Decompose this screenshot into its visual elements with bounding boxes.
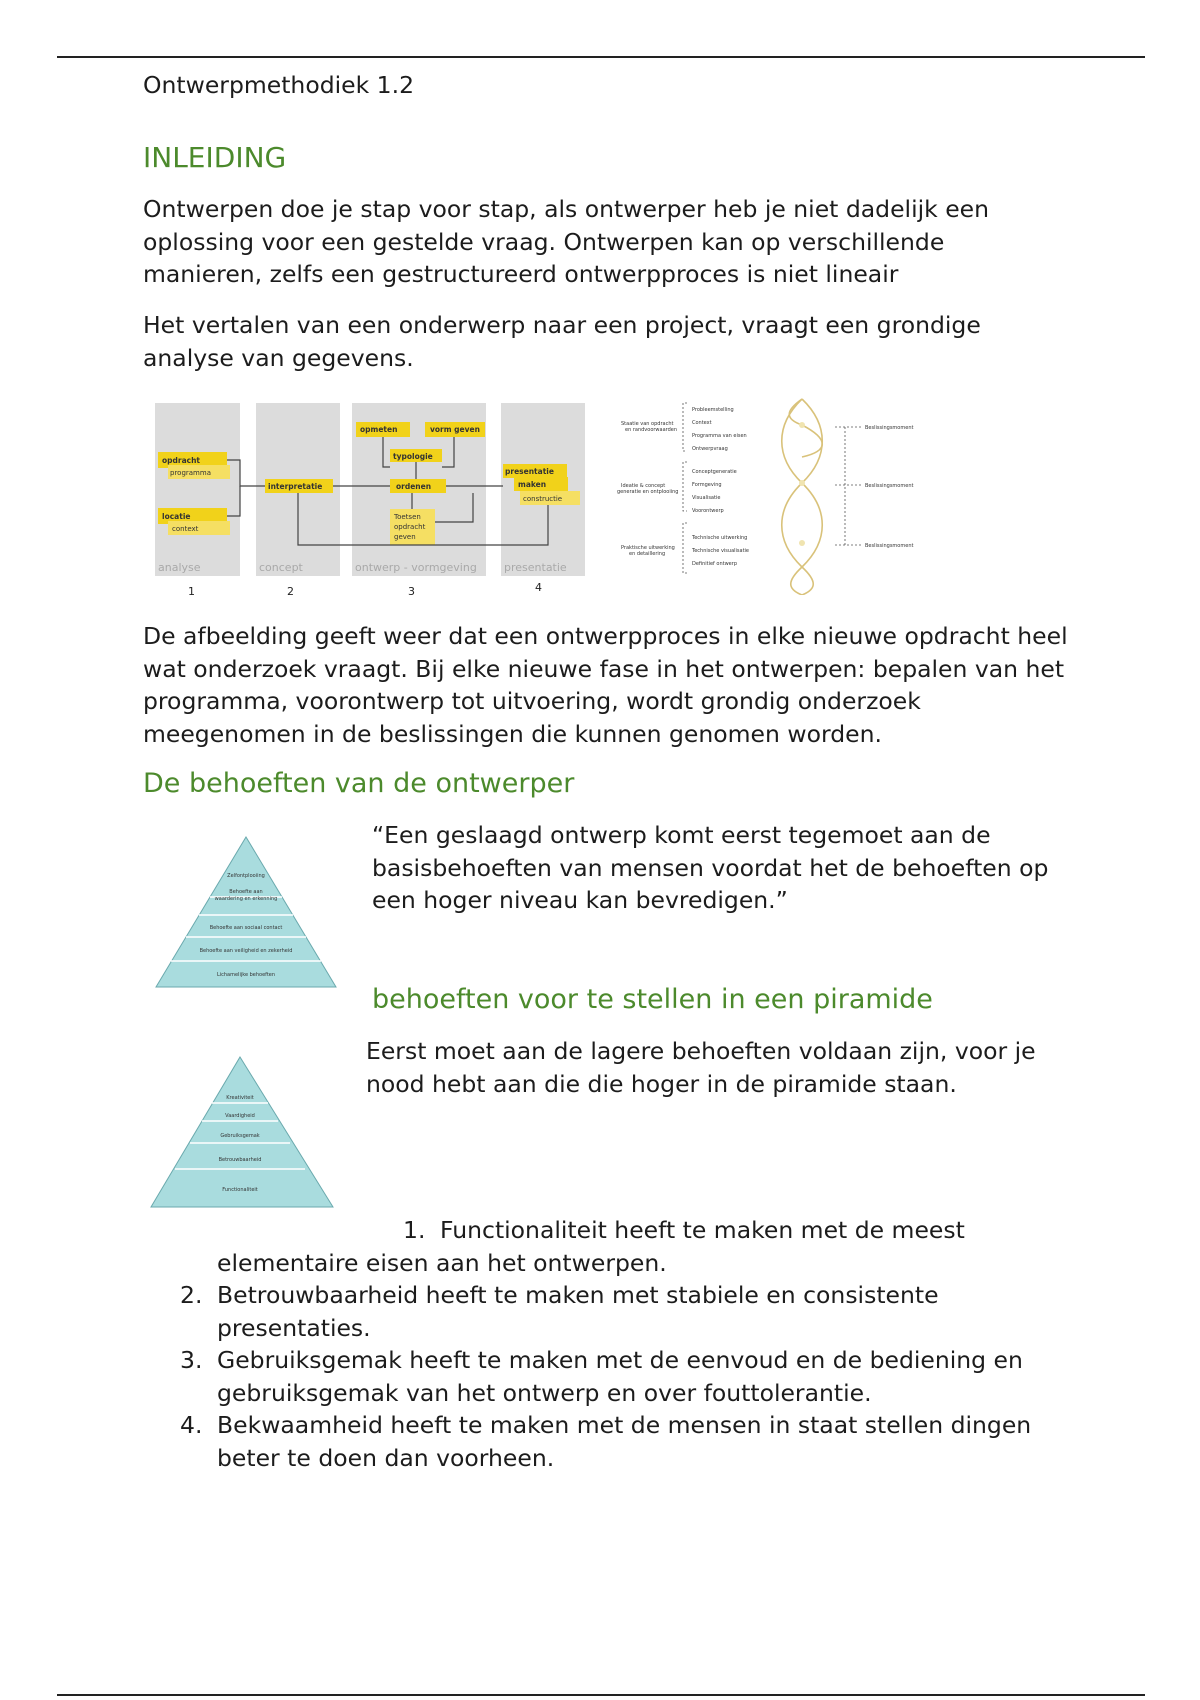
list-item-number: 2.	[180, 1281, 203, 1309]
pyramid-level-label: Behoefte aan sociaal contact	[209, 925, 283, 931]
needs-list	[0, 1214, 1075, 1474]
pyramid-level-label: Zelfontplooiing	[227, 873, 265, 879]
box-toetsen-line1: Toetsen	[394, 513, 421, 521]
pyramid-level-label: Betrouwbaarheid	[218, 1157, 262, 1163]
box-presentatie: presentatie	[505, 467, 554, 476]
phase-label: ontwerp - vormgeving	[355, 561, 477, 574]
list-item-text: Betrouwbaarheid heeft te maken met stabiele en consistente presentaties.	[217, 1281, 939, 1342]
list-item-number: 3.	[180, 1346, 203, 1374]
list-item	[0, 1344, 1075, 1409]
phase-number: 2	[287, 585, 294, 598]
phase-number: 3	[408, 585, 415, 598]
phase-label: presentatie	[504, 561, 567, 574]
spiral-left-label: Ideatie & concept	[621, 483, 666, 489]
document-title: Ontwerpmethodiek 1.2	[143, 71, 415, 99]
needs-pyramid	[153, 835, 339, 990]
pyramid-level-label: Behoefte aan veiligheid en zekerheid	[199, 948, 293, 954]
box-ordenen: ordenen	[396, 482, 432, 491]
box-toetsen-line2: opdracht	[394, 523, 426, 531]
quote-text: “Een geslaagd ontwerp komt eerst tegemoet aan de basisbehoeften van mensen voordat het de behoeften op een hoger niveau kan bevredigen.”	[372, 821, 1049, 914]
box-context: context	[172, 525, 199, 533]
pyramid-level-label: Lichamelijke behoeften	[216, 972, 276, 978]
list-item-text: Gebruiksgemak heeft te maken met de eenvoud en de bediening en gebruiksgemak van het ontwerp en over fouttolerantie.	[217, 1346, 1023, 1407]
box-constructie: constructie	[523, 495, 563, 503]
bottom-rule	[57, 1694, 1145, 1696]
phase-number: 4	[535, 581, 542, 594]
spiral-middle-label: Ontwerpvraag	[692, 446, 728, 452]
body-paragraph: De afbeelding geeft weer dat een ontwerpproces in elke nieuwe opdracht heel wat onderzoek vraagt. Bij elke nieuwe fase in het ontwerpen: bepalen van het programma, voorontwerp tot uitvoering, wordt grondig onderzoek meegenomen in de beslissingen die kunnen genomen worden.	[143, 622, 1068, 748]
box-toetsen-line3: geven	[394, 533, 416, 541]
spiral-middle-label: Context	[692, 420, 712, 426]
list-item-text-continued: elementaire eisen aan het ontwerpen.	[217, 1248, 667, 1277]
spiral-right-label: Beslissingsmoment	[865, 425, 914, 431]
design-needs-pyramid	[150, 1055, 336, 1210]
pyramid-paragraph: Eerst moet aan de lagere behoeften voldaan zijn, voor je nood hebt aan die die hoger in de piramide staan.	[366, 1037, 1036, 1098]
spiral-right-label: Beslissingsmoment	[865, 483, 914, 489]
intro-heading: INLEIDING	[143, 141, 287, 174]
phase-label: concept	[259, 561, 303, 574]
box-vorm-geven: vorm geven	[430, 425, 480, 434]
phase-label: analyse	[158, 561, 201, 574]
pyramid-level-label: Functionaliteit	[222, 1187, 258, 1193]
spiral-middle-label: Visualisatie	[692, 495, 721, 501]
list-item-text: Functionaliteit heeft te maken met de meest	[440, 1216, 965, 1244]
spiral-middle-label: Programma van eisen	[692, 433, 747, 439]
pyramid-level-label: Behoefte aan	[229, 889, 263, 895]
box-opmeten: opmeten	[360, 425, 398, 434]
needs-heading: De behoeften van de ontwerper	[143, 768, 575, 799]
spiral-middle-label: Conceptgeneratie	[692, 469, 737, 475]
list-item	[0, 1279, 1075, 1344]
pyramid-level-label: Gebruiksgemak	[220, 1133, 260, 1139]
spiral-right-label: Beslissingsmoment	[865, 543, 914, 549]
box-opdracht: opdracht	[162, 456, 201, 465]
pyramid-level-label: waardering en erkenning	[214, 896, 278, 902]
box-maken: maken	[518, 480, 547, 489]
list-item-text: Bekwaamheid heeft te maken met de mensen in staat stellen dingen beter te doen dan voorheen.	[217, 1411, 1032, 1472]
pyramid-level-label: Kreativiteit	[226, 1095, 254, 1101]
spiral-middle-label: Voorontwerp	[692, 508, 724, 514]
list-item-number: 1.	[403, 1216, 426, 1244]
intro-paragraph-1: Ontwerpen doe je stap voor stap, als ontwerper heb je niet dadelijk een oplossing voor een gestelde vraag. Ontwerpen kan op verschillende manieren, zelfs een gestructureerd ontwerpproces is niet lineair	[143, 195, 990, 288]
design-process-diagram	[148, 397, 591, 605]
spiral-middle-label: Formgeving	[692, 482, 722, 488]
spiral-middle-label: Technische uitwerking	[692, 535, 748, 541]
spiral-middle-label: Definitief ontwerp	[692, 561, 737, 567]
box-typologie: typologie	[393, 452, 433, 461]
spiral-middle-label: Probleemstelling	[692, 407, 734, 413]
list-item	[0, 1409, 1075, 1474]
box-interpretatie: interpretatie	[268, 482, 323, 491]
spiral-left-label: Praktische uitwerking	[621, 545, 675, 551]
design-spiral-diagram	[617, 395, 917, 595]
spiral-left-label: en detaillering	[629, 551, 666, 557]
list-item	[0, 1214, 1075, 1279]
box-locatie: locatie	[162, 512, 191, 521]
spiral-left-label: en randvoorwaarden	[625, 427, 678, 433]
pyramid-subheading: behoeften voor te stellen in een piramide	[372, 984, 933, 1015]
box-programma: programma	[170, 469, 211, 477]
spiral-left-label: Staatie van opdracht	[621, 421, 674, 427]
top-rule	[57, 56, 1145, 58]
spiral-left-label: generatie en ontplooiing	[617, 489, 679, 495]
pyramid-level-label: Vaardigheid	[225, 1113, 255, 1119]
intro-paragraph-2: Het vertalen van een onderwerp naar een project, vraagt een grondige analyse van gegevens.	[143, 311, 981, 372]
list-item-number: 4.	[180, 1411, 203, 1439]
phase-number: 1	[188, 585, 195, 598]
spiral-middle-label: Technische visualisatie	[692, 548, 750, 554]
